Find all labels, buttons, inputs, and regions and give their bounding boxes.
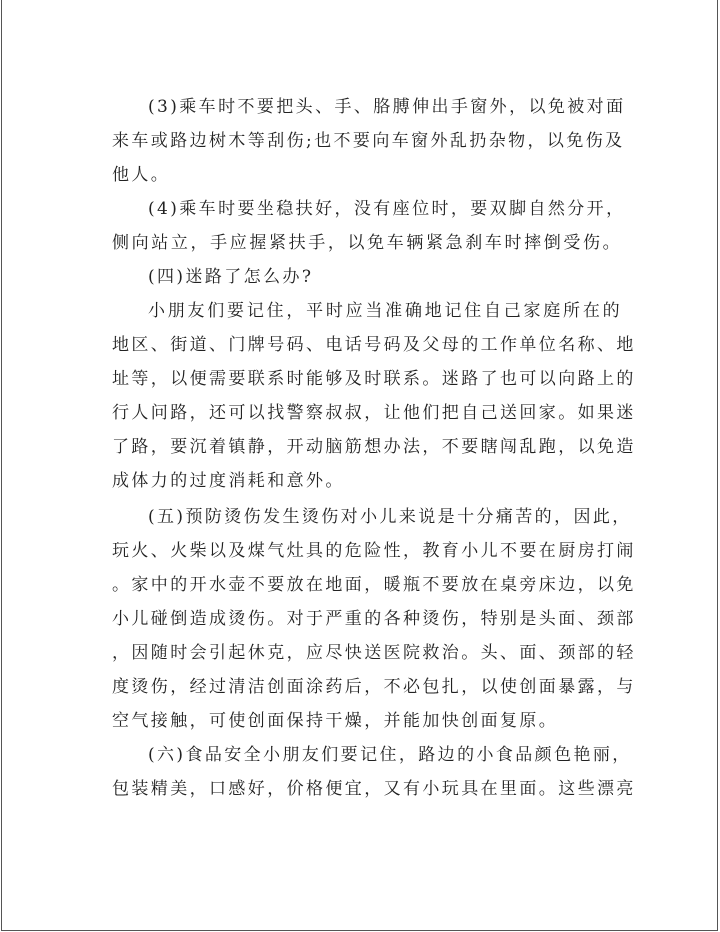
text-line: 玩火、火柴以及煤气灶具的危险性，教育小儿不要在厨房打闹 [112, 541, 636, 561]
section-heading: (四)迷路了怎么办? [148, 267, 314, 287]
text-line: 地区、街道、门牌号码、电话号码及父母的工作单位名称、地 [112, 335, 636, 355]
text-line: 行人问路，还可以找警察叔叔，让他们把自己送回家。如果迷 [112, 403, 636, 423]
text-line: 成体力的过度消耗和意外。 [112, 471, 345, 491]
text-line: ，因随时会引起休克，应尽快送医院救治。头、面、颈部的轻 [112, 643, 636, 663]
text-line: (五)预防烫伤发生烫伤对小儿来说是十分痛苦的，因此， [148, 507, 632, 527]
text-line: 了路，要沉着镇静，开动脑筋想办法，不要瞎闯乱跑，以免造 [112, 437, 636, 457]
text-line: (3)乘车时不要把头、手、胳膊伸出手窗外，以免被对面 [148, 97, 626, 117]
text-line: 。家中的开水壶不要放在地面，暖瓶不要放在桌旁床边，以免 [112, 575, 636, 595]
text-line: 侧向站立，手应握紧扶手，以免车辆紧急刹车时摔倒受伤。 [112, 233, 622, 253]
text-line: 空气接触，可使创面保持干燥，并能加快创面复原。 [112, 711, 559, 731]
text-line: 址等，以便需要联系时能够及时联系。迷路了也可以向路上的 [112, 369, 636, 389]
text-line: (4)乘车时要坐稳扶好，没有座位时，要双脚自然分开， [148, 199, 626, 219]
text-line: 他人。 [112, 165, 171, 185]
text-line: (六)食品安全小朋友们要记住，路边的小食品颜色艳丽， [148, 745, 632, 765]
document-page [1, 0, 718, 931]
text-line: 小儿碰倒造成烫伤。对于严重的各种烫伤，特别是头面、颈部 [112, 609, 636, 629]
text-line: 小朋友们要记住，平时应当准确地记住自己家庭所在的 [148, 301, 622, 321]
text-line: 来车或路边树木等刮伤;也不要向车窗外乱扔杂物，以免伤及 [112, 131, 625, 151]
text-line: 度烫伤，经过清洁创面涂药后，不必包扎，以使创面暴露，与 [112, 677, 636, 697]
text-line: 包装精美，口感好，价格便宜，又有小玩具在里面。这些漂亮 [112, 779, 636, 799]
